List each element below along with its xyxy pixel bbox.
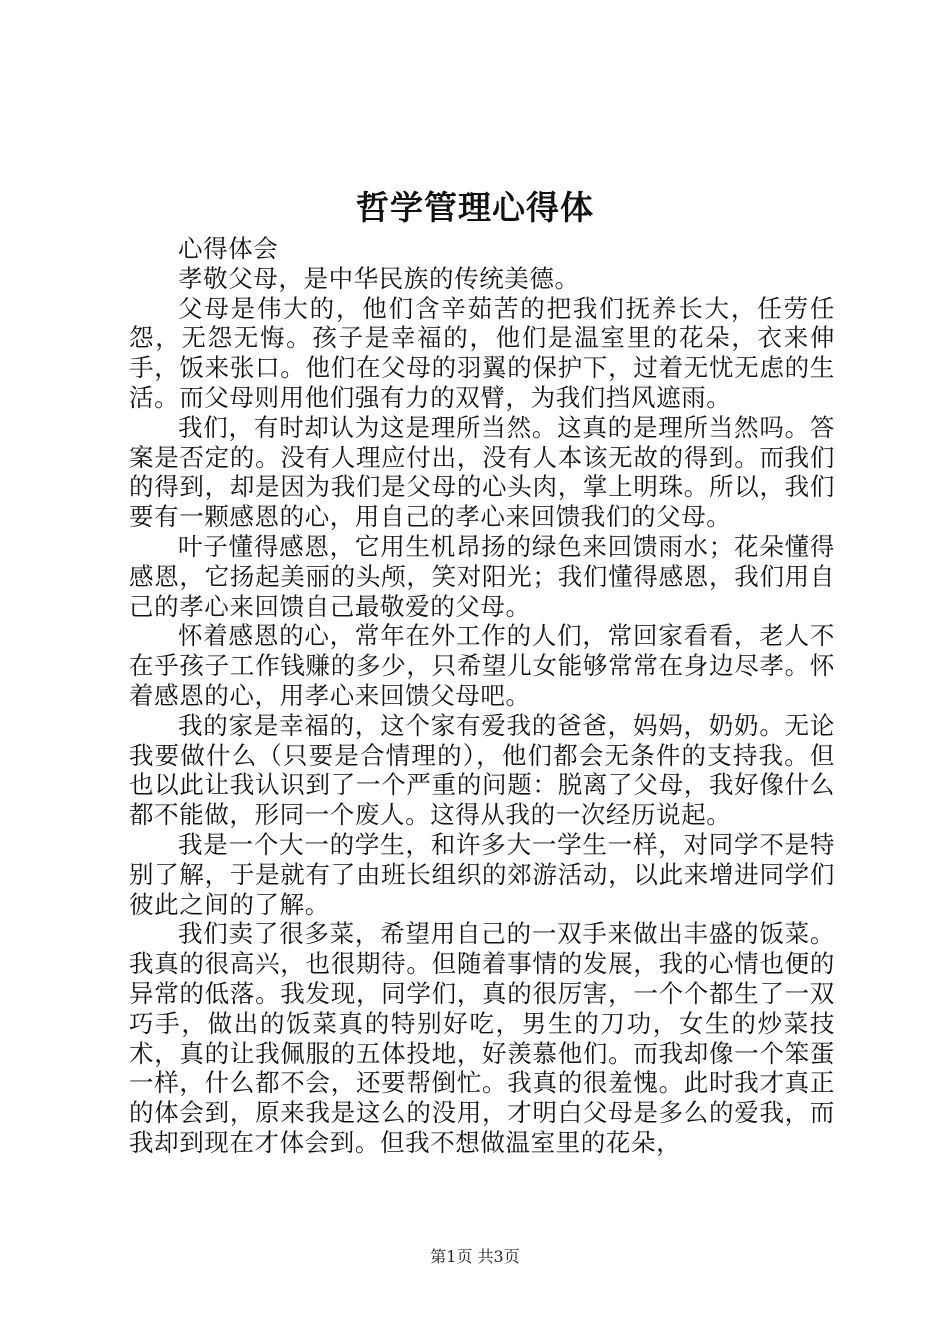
- paragraph: 叶子懂得感恩，它用生机昂扬的绿色来回馈雨水；花朵懂得感恩，它扬起美丽的头颅，笑对阳光；我们懂得感恩，我们用自己的孝心来回馈自己最敬爱的父母。: [129, 531, 835, 621]
- paragraph-heading: 心得体会: [178, 234, 279, 263]
- paragraph: 我的家是幸福的，这个家有爱我的爸爸，妈妈，奶奶。无论我要做什么（只要是合情理的），他们都会无条件的支持我。但也以此让我认识到了一个严重的问题：脱离了父母，我好像什么都不能做，形同一个废人。这得从我的一次经历说起。: [129, 710, 835, 830]
- document-body: [129, 234, 835, 1158]
- paragraph: 父母是伟大的，他们含辛茹苦的把我们抚养长大，任劳任怨，无怨无悔。孩子是幸福的，他们是温室里的花朵，衣来伸手，饭来张口。他们在父母的羽翼的保护下，过着无忧无虑的生活。而父母则用他们强有力的双臂，为我们挡风遮雨。: [129, 293, 835, 412]
- paragraph: 孝敬父母，是中华民族的传统美德。: [178, 263, 580, 293]
- paragraph: 怀着感恩的心，常年在外工作的人们，常回家看看，老人不在乎孩子工作钱赚的多少，只希望儿女能够常常在身边尽孝。怀着感恩的心，用孝心来回馈父母吧。: [129, 621, 835, 710]
- page-footer: 第1页 共3页: [430, 1247, 520, 1266]
- document-title: 哲学管理心得体: [356, 188, 594, 227]
- paragraph: 我们卖了很多菜，希望用自己的一双手来做出丰盛的饭菜。我真的很高兴，也很期待。但随着事情的发展，我的心情也便的异常的低落。我发现，同学们，真的很厉害，一个个都生了一双巧手，做出的饭菜真的特别好吃，男生的刀功，女生的炒菜技术，真的让我佩服的五体投地，好羡慕他们。而我却像一个笨蛋一样，什么都不会，还要帮倒忙。我真的很羞愧。此时我才真正的体会到，原来我是这么的没用，才明白父母是多么的爱我，而我却到现在才体会到。但我不想做温室里的花朵，: [129, 919, 835, 1157]
- paragraph: 我们，有时却认为这是理所当然。这真的是理所当然吗。答案是否定的。没有人理应付出，没有人本该无故的得到。而我们的得到，却是因为我们是父母的心头肉，掌上明珠。所以，我们要有一颗感恩的心，用自己的孝心来回馈我们的父母。: [129, 412, 835, 532]
- paragraph: 我是一个大一的学生，和许多大一学生一样，对同学不是特别了解，于是就有了由班长组织的郊游活动，以此来增进同学们彼此之间的了解。: [129, 829, 835, 919]
